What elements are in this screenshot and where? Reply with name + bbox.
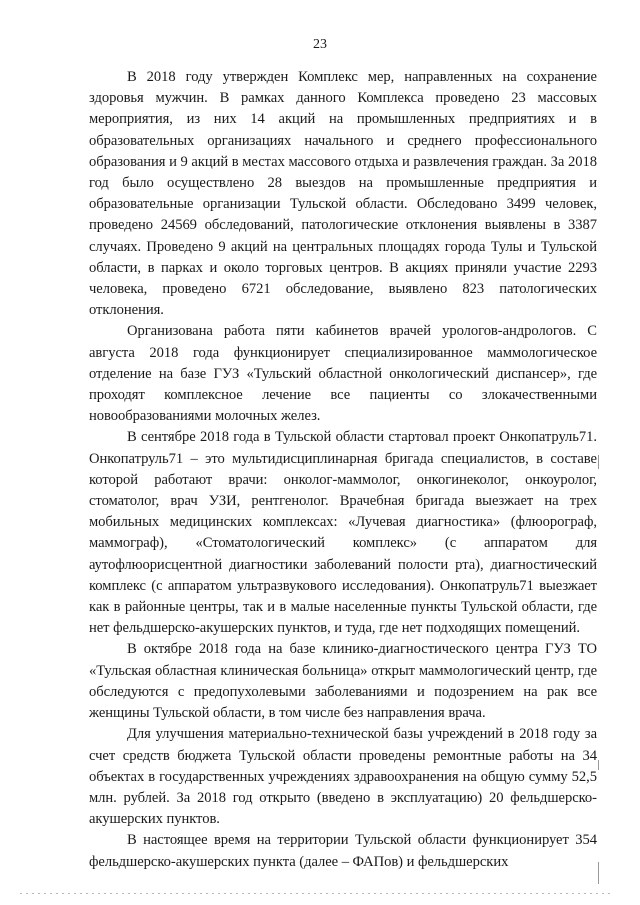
scan-bottom-edge: [20, 893, 610, 894]
scan-edge-mark: [598, 862, 599, 884]
page-number: 23: [313, 37, 327, 52]
paragraph-oncopatrol: В сентябре 2018 года в Тульской области стартовал проект Онкопатруль71. Онкопатруль71 – это мультидисциплинарная бригада специалистов, в составе которой работают врачи: онколог-маммолог, онкогинеколог, онкоуролог, стоматолог, врач УЗИ, рентгенолог. Врачебная бригада выезжает на трех мобильных медицинских комплексах: «Лучевая диагностика» (флюорограф, маммограф), «Стоматологический комплекс» (с аппаратом для аутофлюорисцентной диагностики заболеваний полости рта), диагностический комплекс (с аппаратом ультразвукового исследования). Онкопатруль71 выезжает как в районные центры, так и в малые населенные пункты Тульской области, где нет фельдшерско-акушерских пунктов, и туда, где нет подходящих помещений.: [89, 429, 597, 637]
paragraph-urologists: Организована работа пяти кабинетов врачей урологов-андрологов. С августа 2018 года функционирует специализированное маммологическое отделение на базе ГУЗ «Тульский областной онкологический диспансер», где проходят комплексное лечение все пациенты со злокачественными новообразованиями молочных желез.: [89, 323, 597, 425]
scan-edge-mark: [598, 760, 599, 770]
paragraph-mammology-center: В октябре 2018 года на базе клинико-диагностического центра ГУЗ ТО «Тульская областная клиническая больница» открыт маммологический центр, где обследуются с предопухолевыми заболеваниями и подозрением на рак все женщины Тульской области, в том числе без направления врача.: [89, 641, 597, 722]
paragraph-fap: В настоящее время на территории Тульской области функционирует 354 фельдшерско-акушерских пункта (далее – ФАПов) и фельдшерских: [89, 832, 597, 870]
page-body: [89, 67, 597, 873]
scan-edge-mark: [598, 455, 599, 469]
paragraph-repairs: Для улучшения материально-технической базы учреждений в 2018 году за счет средств бюджета Тульской области проведены ремонтные работы на 34 объектах в государственных учреждениях здравоохранения на общую сумму 52,5 млн. рублей. За 2018 год открыто (введено в эксплуатацию) 20 фельдшерско-акушерских пунктов.: [89, 726, 597, 828]
paragraph-mens-health: В 2018 году утвержден Комплекс мер, направленных на сохранение здоровья мужчин. В рамках данного Комплекса проведено 23 массовых мероприятия, из них 14 акций на промышленных предприятиях и в образовательных организациях начального и среднего профессионального образования и 9 акций в местах массового отдыха и развлечения граждан. За 2018 год было осуществлено 28 выездов на промышленные предприятия и образовательные организации Тульской области. Обследовано 3499 человек, проведено 24569 обследований, патологические отклонения выявлены в 3387 случаях. Проведено 9 акций на центральных площадях города Тулы и Тульской области, в парках и около торговых центров. В акциях приняли участие 2293 человека, проведено 6721 обследование, выявлено 823 патологических отклонения.: [89, 69, 597, 319]
